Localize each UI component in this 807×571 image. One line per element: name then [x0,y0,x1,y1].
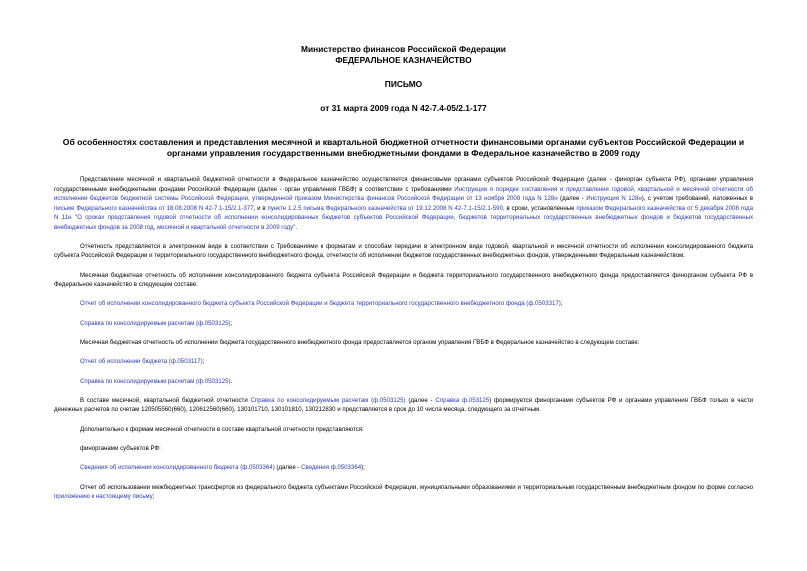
text: (далее - [405,396,436,404]
text: ; [560,300,563,308]
text: ) формируется финорганами субъектов РФ и органами управления ГВБФ только в части денежных расчетов по счетам 120505560(660), 120612560(660), 130101710, 130101810, 130212830 и представляется в срок до 10 числа месяца, следующего за отчетным. [54,396,754,414]
link-form-0503364[interactable]: Сведения об исполнении консолидированного бюджета (ф.0503364) [80,464,275,472]
link-form-0503117[interactable]: Отчет об исполнении бюджета (ф.0503117) [80,358,203,366]
text: Представление месячной и квартальной бюджетной отчетности в Федеральное казначейство осуществляется финансовыми органами субъектов Российской Федерации (далее - финорган субъекта РФ), органами управления государственными внебюджетными фондами Российской Федерации (далее - орган управления ГВБФ) в соответствии с требованиями [54,176,753,193]
paragraph-4 [54,299,753,309]
text: ; [202,358,205,366]
link-order-11n[interactable]: приказом Федерального казначейства от 5 декабря 2008 года N 11н "О сроках представления годовой отчетности об исполнении консолидированных бюджетов субъектов Российской Федерации, бюджетов территориальных государственных внебюджетных фондов и бюджетов государственных внебюджетных фондов за 2008 год, месячной и квартальной отчетности в 2009 году" [54,204,753,231]
link-form-0503125-spravka[interactable]: Справка по консолидируемым расчетам (ф.0503125) [250,396,406,404]
text: . [230,377,233,385]
link-appendix[interactable]: приложению к настоящему письму [54,493,153,501]
paragraph-5 [54,319,753,329]
text: . [295,223,298,231]
link-form-0503125-gvbf[interactable]: Справка по консолидируемым расчетам (ф.0503125) [80,377,231,385]
paragraph-13 [54,483,753,502]
link-instruction-128n[interactable]: Инструкция N 128н [586,195,642,202]
link-form-0503317[interactable]: Отчет об исполнении консолидированного бюджета субъекта Российской Федерации и бюджета территориального государственного внебюджетного фонда (ф.0503317) [80,300,561,308]
text: ; [230,319,233,327]
link-instruction-128n-full[interactable]: Инструкции о порядке составления и представления годовой, квартальной и месячной отчетности об исполнении бюджетов бюджетной системы Российской Федерации, утвержденной приказом Министерства финансов Российской Федерации от 13 ноября 2008 года N 128н [54,185,753,202]
paragraph-1 [54,175,753,232]
text: , в сроки, установленные [502,204,577,212]
link-spravka-053125[interactable]: Справка ф.053125 [435,396,490,404]
link-letter-377[interactable]: письме Федерального казначейства от 18.08.2008 N 42-7.1-15/2.1-377 [54,204,254,212]
paragraph-10: Дополнительно к формам месячной отчетности в составе квартальной отчетности представляются: [80,425,364,433]
text: (далее - [557,195,587,202]
document-type: ПИСЬМО [384,79,423,89]
paragraph-7 [54,357,753,367]
paragraph-6: Месячная бюджетная отчетность об исполнении бюджета государственного внебюджетного фонда предоставляется органом управления ГВБФ в Федеральное казначейство в следующем составе: [80,338,640,346]
paragraph-3: Месячная бюджетная отчетность об исполнении консолидированного бюджета субъекта Российской Федерации и бюджета территориального государственного внебюджетного фонда предоставляется финорганом субъекта РФ в Федеральное казначейство в следующем составе: [54,271,753,289]
text: В составе месячной, квартальной бюджетной отчетности [80,396,251,404]
link-letter-590[interactable]: пункте 1.2.5 письма Федерального казначейства от 19.12.2008 N 42-7.1-15/2.1-590 [267,204,503,212]
paragraph-2: Отчетность представляется в электронном виде в соответствии с Требованиями к форматам и способам передачи в электронном виде годовой, квартальной и месячной отчетности об исполнении консолидированного бюджета субъекта Российской Федерации и территориального государственного внебюджетного фонда, отчетности об исполнении бюджетов государственных внебюджетных фондов, утвержденными Федеральным казначейством. [54,242,753,260]
text: (далее - [274,464,302,472]
treasury-name: ФЕДЕРАЛЬНОЕ КАЗНАЧЕЙСТВО [335,55,472,65]
document-title: Об особенностях составления и представления месячной и квартальной бюджетной отчетности финансовыми органами субъектов Российской Федерации и органами управления государственными внебюджетными фондами в Федеральное казначейство в 2009 году [62,137,745,158]
paragraph-12 [54,463,753,473]
paragraph-11: финорганами субъектов РФ: [80,444,161,452]
text: ); [361,464,365,472]
paragraph-8 [54,377,753,387]
ministry-name: Министерство финансов Российской Федерации [301,44,506,54]
text: , и в [253,204,268,212]
document-date-number: от 31 марта 2009 года N 42-7.4-05/2.1-177 [320,103,487,113]
text: ), с учетом требований, изложенных в [641,195,753,202]
link-form-0503125[interactable]: Справка по консолидируемым расчетам (ф.0503125) [80,319,231,327]
link-svedeniya-0503364[interactable]: Сведения ф.0503364 [301,464,362,472]
text: Отчет об использовании межбюджетных трансфертов из федерального бюджета субъектами Российской Федерации, муниципальными образованиями и территориальным государственным внебюджетным фондом по форме согласно [80,483,753,491]
text: ; [152,493,155,501]
document-body [54,175,753,502]
paragraph-9 [54,396,753,415]
